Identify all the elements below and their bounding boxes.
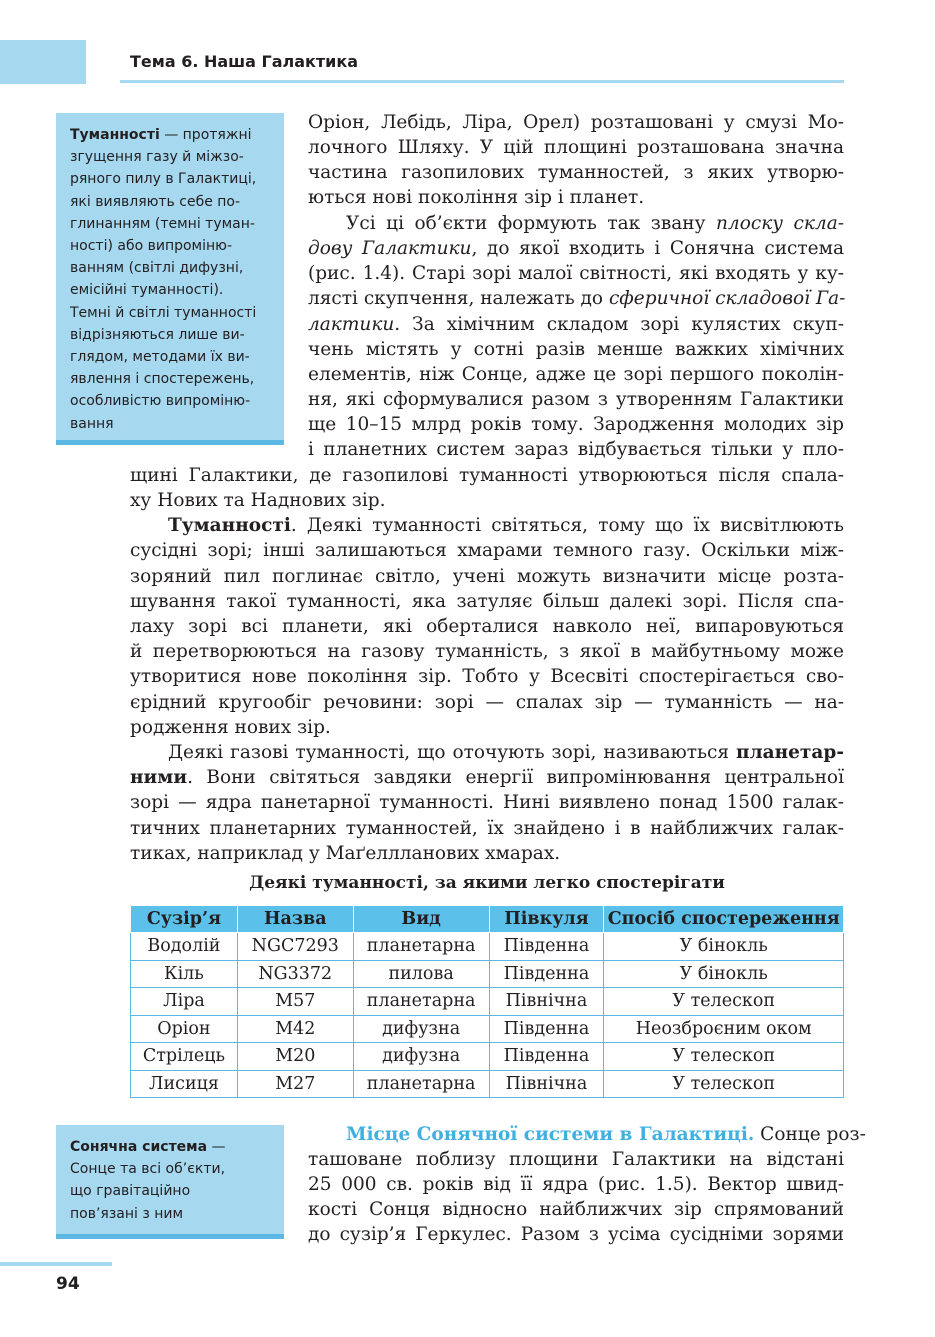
- table-cell: Південна: [489, 1015, 604, 1043]
- table-cell: планетарна: [353, 1070, 489, 1098]
- table-cell: M42: [237, 1015, 353, 1043]
- table-row: [131, 1070, 844, 1098]
- text-line: Усі ці об’єкти формують так звану плоску скла-: [346, 213, 844, 234]
- text-line: чень містять у сотні разів менше важких хімічних: [308, 339, 844, 360]
- text-line: Деякі газові туманності, що оточують зорі, називаються планетар-: [168, 742, 844, 763]
- sidebar-line: глинанням (темні туман-: [70, 215, 255, 232]
- table-row: [131, 960, 844, 988]
- text-line: частина газопилових туманностей, з яких утворю-: [308, 162, 844, 183]
- table-cell: дифузна: [353, 1043, 489, 1071]
- table-cell: Лисиця: [131, 1070, 238, 1098]
- text-line: тиках, наприклад у Маґеллланових хмарах.: [130, 843, 561, 864]
- text-line: й перетворюються на газову туманність, з якої в майбутньому може: [130, 641, 844, 662]
- table-cell: У телескоп: [604, 1070, 844, 1098]
- sidebar-solar-system-definition: [56, 1125, 284, 1239]
- column-header: Півкуля: [489, 906, 604, 933]
- text-line: лактики. За хімічним складом зорі кулястих скуп-: [308, 314, 844, 335]
- text-line: лясті скупчення, належать до сферичної складової Га-: [308, 288, 846, 309]
- italic-term: лактики: [308, 314, 395, 335]
- table-cell: Кіль: [131, 960, 238, 988]
- sidebar-term: Сонячна система: [70, 1139, 208, 1155]
- table-cell: Стрілець: [131, 1043, 238, 1071]
- page-header-title: Тема 6. Наша Галактика: [130, 52, 359, 71]
- italic-term: плоску скла-: [716, 213, 844, 234]
- table-header-row: [131, 906, 844, 933]
- sidebar-line: Темні й світлі туманності: [70, 304, 257, 321]
- sidebar-line: емісійні туманності).: [70, 282, 224, 299]
- table-cell: Оріон: [131, 1015, 238, 1043]
- table-cell: Ліра: [131, 988, 238, 1016]
- sidebar-bottom-bar: [56, 440, 284, 445]
- text-line: ташоване поблизу площини Галактики на відстані: [308, 1149, 844, 1170]
- text-line: ються нові покоління зір і планет.: [308, 187, 645, 208]
- sidebar-line: вання: [70, 415, 114, 432]
- text-line: Туманності. Деякі туманності світяться, тому що їх висвітлюють: [168, 515, 844, 536]
- table-row: [131, 1043, 844, 1071]
- sidebar-line: згущення газу й міжзо-: [70, 149, 244, 166]
- table-cell: Північна: [489, 1070, 604, 1098]
- sidebar-line: особливістю випроміню-: [70, 393, 251, 410]
- text-line: родження нових зір.: [130, 717, 331, 738]
- sidebar-line: Сонце та всі об’єкти,: [70, 1161, 226, 1178]
- italic-term: сферичної складової Га-: [608, 288, 846, 309]
- sidebar-line: ряного пилу в Галактиці,: [70, 171, 257, 188]
- table-cell: У телескоп: [604, 988, 844, 1016]
- text-line: щині Галактики, де газопилові туманності утворюються після спала-: [130, 465, 844, 486]
- sidebar-line: ності) або випроміню-: [70, 238, 232, 255]
- sidebar-nebulae-definition: [56, 113, 284, 445]
- text-line: сусідні зорі; інші залишаються хмарами темного газу. Оскільки між-: [130, 540, 844, 561]
- sidebar-bottom-bar: [56, 1234, 284, 1239]
- bold-term: ними: [130, 767, 188, 788]
- text-line: дову Галактики, до якої входить і Сонячна система: [308, 238, 844, 259]
- page-number: 94: [56, 1274, 80, 1294]
- table-cell: NGC7293: [237, 933, 353, 961]
- text-line: і планетних систем зараз відбувається тільки у пло-: [308, 439, 844, 460]
- table-cell: Водолій: [131, 933, 238, 961]
- sidebar-line: ванням (світлі дифузні,: [70, 260, 244, 277]
- table-cell: дифузна: [353, 1015, 489, 1043]
- text-line: шування такої туманності, яка затуляє більш далекі зорі. Після спа-: [130, 591, 844, 612]
- text-line: (рис. 1.4). Старі зорі малої світності, які входять у ку-: [308, 263, 844, 284]
- italic-term: дову Галактики: [308, 238, 472, 259]
- bold-term: планетар-: [736, 742, 844, 763]
- table-cell: У бінокль: [604, 933, 844, 961]
- section-heading: Місце Сонячної системи в Галактиці.: [346, 1124, 755, 1145]
- text-line: утворитися нове покоління зір. Тобто у Всесвіті спостерігається сво-: [130, 666, 844, 687]
- table-cell: Південна: [489, 933, 604, 961]
- table-cell: NG3372: [237, 960, 353, 988]
- corner-accent: [0, 40, 86, 84]
- table-row: [131, 988, 844, 1016]
- column-header: Спосіб спостереження: [604, 906, 844, 933]
- sidebar-line: Сонячна система —: [70, 1139, 226, 1155]
- column-header: Сузір’я: [131, 906, 238, 933]
- sidebar-line: пов’язані з ним: [70, 1205, 184, 1222]
- table-cell: пилова: [353, 960, 489, 988]
- text-line: 25 000 св. років від її ядра (рис. 1.5). Вектор швид-: [308, 1174, 844, 1195]
- text-line: лаху зорі всі планети, які оберталися навколо неї, випаровуються: [130, 616, 844, 637]
- sidebar-line: явлення і спостережень,: [70, 371, 255, 388]
- text-line: єрідний кругообіг речовини: зорі — спалах зір — туманність — на-: [130, 692, 844, 713]
- table-cell: M20: [237, 1043, 353, 1071]
- header-rule: [120, 80, 844, 83]
- text-line: зоряний пил поглинає світло, учені можуть визначити місце розта-: [130, 566, 844, 587]
- text-line: зорі — ядра панетарної туманності. Нині виявлено понад 1500 галак-: [130, 792, 844, 813]
- text-line: лочного Шляху. У цій площині розташована значна: [308, 137, 844, 158]
- text-line: Оріон, Лебідь, Ліра, Орел) розташовані у смузі Мо-: [308, 112, 844, 133]
- table-cell: У телескоп: [604, 1043, 844, 1071]
- table-cell: Північна: [489, 988, 604, 1016]
- sidebar-line: глядом, методами їх ви-: [70, 349, 250, 366]
- column-header: Назва: [237, 906, 353, 933]
- table-cell: Південна: [489, 1043, 604, 1071]
- table-cell: У бінокль: [604, 960, 844, 988]
- sidebar-term: Туманності: [70, 127, 160, 143]
- text-line: тичних планетарних туманностей, їх знайдено і в найближчих галак-: [130, 818, 844, 839]
- table-cell: планетарна: [353, 988, 489, 1016]
- column-header: Вид: [353, 906, 489, 933]
- text-line: кості Сонця відносно найближчих зір спрямований: [308, 1199, 844, 1220]
- text-line: до сузір’я Геркулес. Разом з усіма сусідніми зорями: [308, 1224, 844, 1245]
- footer-rule: [0, 1262, 112, 1266]
- text-line: ще 10–15 млрд років тому. Зародження молодих зір: [308, 414, 844, 435]
- text-line: ху Нових та Наднових зір.: [130, 490, 386, 511]
- table-cell: M27: [237, 1070, 353, 1098]
- text-line: елементів, ніж Сонце, адже це зорі першого поколін-: [308, 364, 844, 385]
- sidebar-line: відрізняються лише ви-: [70, 326, 245, 343]
- text-line: ня, які сформувалися разом з утворенням Галактики: [308, 389, 844, 410]
- table-cell: Неозброєним оком: [604, 1015, 844, 1043]
- bold-term: Туманності: [168, 515, 291, 536]
- nebulae-table: [130, 905, 844, 1098]
- sidebar-line: які виявляють себе по-: [70, 193, 241, 210]
- text-line: ними. Вони світяться завдяки енергії випромінювання центральної: [130, 767, 844, 788]
- text-line: Місце Сонячної системи в Галактиці. Сонце роз-: [346, 1124, 866, 1145]
- table-cell: планетарна: [353, 933, 489, 961]
- sidebar-line: що гравітаційно: [70, 1183, 191, 1200]
- table-row: [131, 933, 844, 961]
- table-caption: Деякі туманності, за якими легко спостерігати: [249, 873, 725, 893]
- sidebar-line: Туманності — протяжні: [70, 127, 252, 143]
- table-cell: M57: [237, 988, 353, 1016]
- table-cell: Південна: [489, 960, 604, 988]
- table-row: [131, 1015, 844, 1043]
